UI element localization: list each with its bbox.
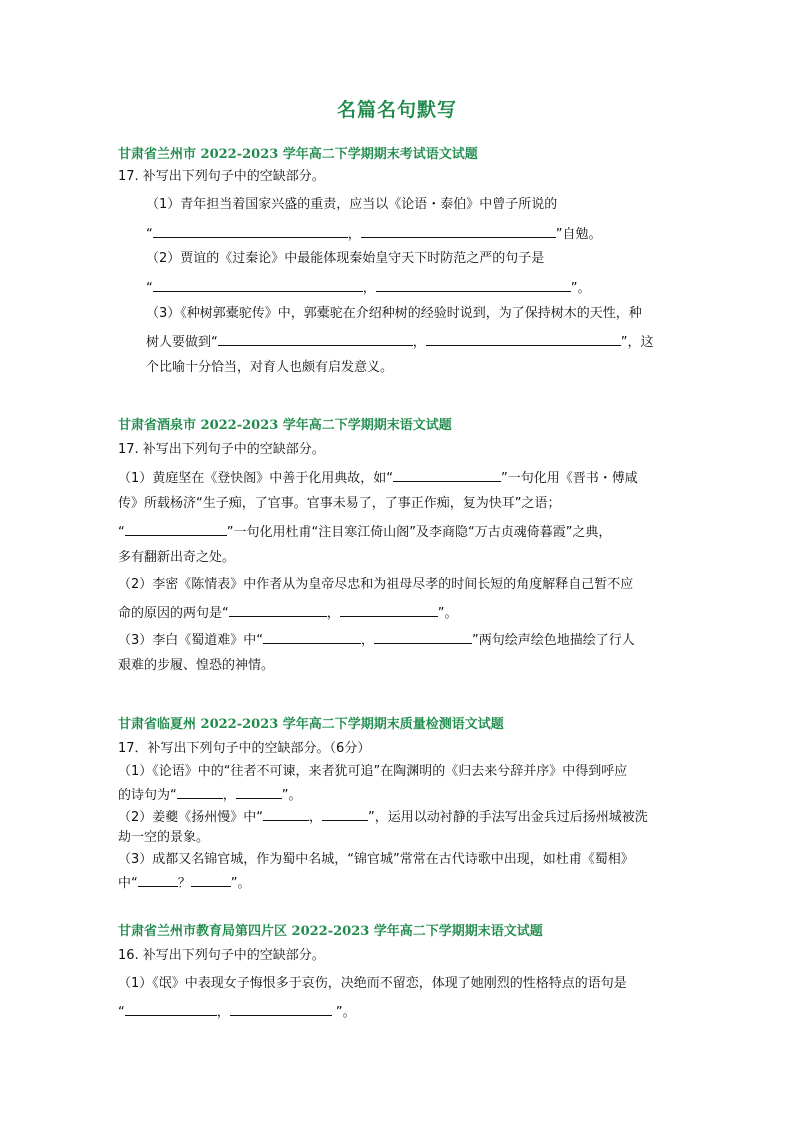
question-line: （2）李密《陈情表》中作者从为皇帝尽忠和为祖母尽孝的时间长短的角度解释自己暂不应 (118, 577, 634, 592)
answer-line (118, 631, 635, 649)
answer-blank[interactable] (229, 604, 327, 617)
trailing-text: ”两句绘声绘色地描绘了行人 (472, 633, 635, 648)
question-number: 17. 补写出下列句子中的空缺部分。 (118, 442, 325, 457)
answer-line (118, 786, 302, 804)
comma: ， (216, 1005, 230, 1020)
lead-text: （2）姜夔《扬州慢》中“ (118, 810, 264, 825)
lead-text: （1）黄庭坚在《登快阁》中善于化用典故，如“ (118, 471, 394, 486)
question-line: （1）《氓》中表现女子悔恨多于哀伤，决绝而不留恋，体现了她刚烈的性格特点的语句是 (118, 976, 627, 991)
answer-line (146, 225, 602, 243)
quote-open: “ (118, 525, 125, 540)
answer-blank[interactable] (263, 631, 361, 644)
answer-line (118, 604, 458, 622)
lead-text: 中“ (118, 876, 138, 891)
answer-line (118, 523, 611, 541)
quote-open: “ (146, 227, 153, 242)
question-line: （3）成都又名锦官城，作为蜀中名城，“锦官城”常常在古代诗歌中出现，如杜甫《蜀相》 (118, 852, 634, 867)
answer-blank[interactable] (393, 469, 501, 482)
question-number: 16. 补写出下列句子中的空缺部分。 (118, 948, 325, 963)
question-line: 传》所载杨济“生子痴，了官事。官事未易了，了事正作痴，复为快耳”之语； (118, 496, 561, 511)
answer-blank[interactable] (125, 1003, 217, 1016)
answer-blank[interactable] (376, 279, 571, 292)
trailing-text: ”。 (230, 876, 251, 891)
trailing-text: ”一句化用杜甫“注目寒江倚山阁”及李商隐“万古贞魂倚暮霞”之典， (226, 525, 612, 540)
answer-line (118, 874, 251, 892)
question-number: 17. 补写出下列句子中的空缺部分。 (118, 169, 325, 184)
comma: ， (412, 335, 426, 350)
section-heading: 甘肃省兰州市教育局第四片区 2022-2023 学年高二下学期期末语文试题 (118, 924, 543, 939)
answer-blank[interactable] (153, 225, 348, 238)
comma: ， (362, 281, 376, 296)
answer-blank[interactable] (361, 225, 556, 238)
comma: ， (361, 633, 375, 648)
question-line: 劫一空的景象。 (118, 830, 210, 845)
answer-blank[interactable] (138, 874, 178, 887)
answer-blank[interactable] (426, 333, 621, 346)
answer-line (146, 279, 591, 297)
question-line: 个比喻十分恰当，对育人也颇有启发意义。 (146, 360, 394, 375)
question-line: （1）青年担当着国家兴盛的重责，应当以《论语・泰伯》中曾子所说的 (146, 197, 558, 212)
answer-blank[interactable] (153, 279, 363, 292)
answer-blank[interactable] (125, 523, 227, 536)
quote-open: “ (146, 281, 153, 296)
answer-line (118, 469, 638, 487)
page-title: 名篇名句默写 (336, 99, 457, 121)
lead-text: 的诗句为“ (118, 788, 177, 803)
answer-blank[interactable] (218, 333, 413, 346)
answer-line (118, 808, 648, 826)
answer-blank[interactable] (263, 808, 309, 821)
section-heading: 甘肃省酒泉市 2022-2023 学年高二下学期期末语文试题 (118, 418, 452, 433)
question-line: （1）《论语》中的“往者不可谏，来者犹可追”在陶渊明的《归去来兮辞并序》中得到呼应 (118, 764, 628, 779)
lead-text: （3）李白《蜀道难》中“ (118, 633, 264, 648)
trailing-text: ”。 (570, 281, 591, 296)
question-line: 艰难的步履、惶恐的神情。 (118, 658, 275, 673)
answer-blank[interactable] (236, 786, 282, 799)
question-number: 17．补写出下列句子中的空缺部分。（6分） (118, 741, 371, 756)
question-line: （3）《种树郭橐驼传》中，郭橐驼在介绍种树的经验时说到，为了保持树木的天性，种 (146, 306, 642, 321)
comma: ， (222, 788, 236, 803)
trailing-text: ”。 (331, 1005, 356, 1020)
trailing-text: ”。 (281, 788, 302, 803)
answer-blank[interactable] (322, 808, 368, 821)
answer-blank[interactable] (191, 874, 231, 887)
answer-blank[interactable] (177, 786, 223, 799)
trailing-text: ”，运用以动衬静的手法写出金兵过后扬州城被洗 (368, 810, 648, 825)
quote-open: “ (118, 1005, 125, 1020)
question-mark: ？ (177, 876, 191, 891)
answer-blank[interactable] (374, 631, 472, 644)
comma: ， (309, 810, 323, 825)
lead-text: 命的原因的两句是“ (118, 606, 229, 621)
comma: ， (326, 606, 340, 621)
answer-line (118, 1003, 356, 1021)
answer-blank[interactable] (230, 1003, 332, 1016)
trailing-text: ”。 (437, 606, 458, 621)
answer-blank[interactable] (340, 604, 438, 617)
comma: ， (347, 227, 361, 242)
trailing-text: ”一句化用《晋书・傅咸 (501, 471, 638, 486)
trailing-text: ”自勉。 (555, 227, 602, 242)
answer-line (146, 333, 654, 351)
section-heading: 甘肃省兰州市 2022-2023 学年高二下学期期末考试语文试题 (118, 147, 478, 162)
lead-text: 树人要做到“ (146, 335, 218, 350)
question-line: 多有翻新出奇之处。 (118, 550, 236, 565)
trailing-text: ”，这 (620, 335, 654, 350)
section-heading: 甘肃省临夏州 2022-2023 学年高二下学期期末质量检测语文试题 (118, 717, 504, 732)
question-line: （2）贾谊的《过秦论》中最能体现秦始皇守天下时防范之严的句子是 (146, 251, 545, 266)
